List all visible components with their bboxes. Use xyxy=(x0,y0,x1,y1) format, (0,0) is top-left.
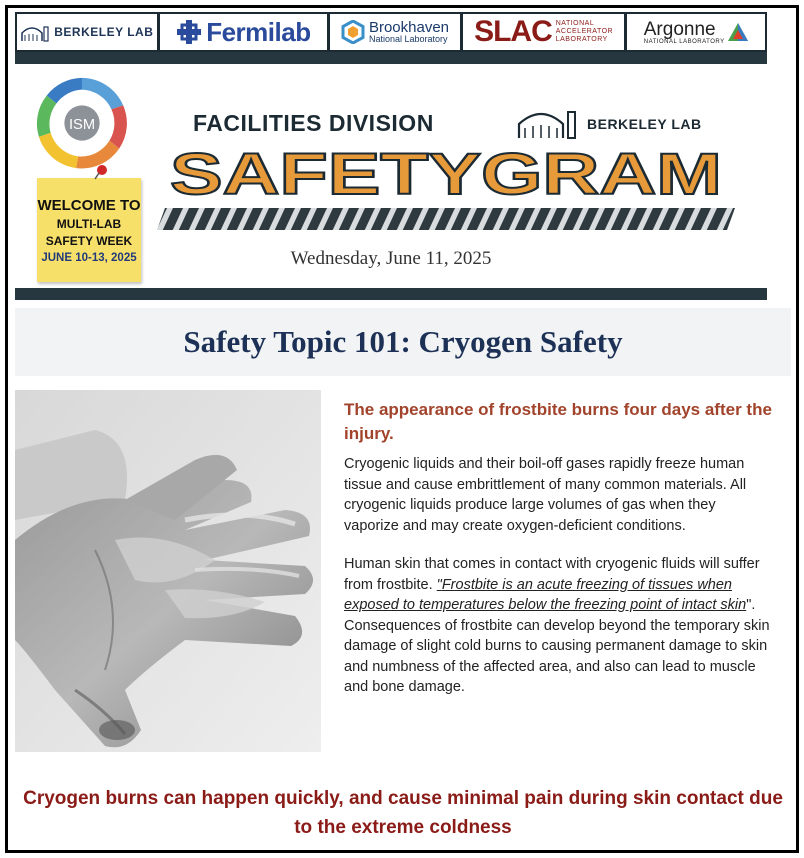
brookhaven-subtext: National Laboratory xyxy=(368,34,448,44)
banner-rule xyxy=(15,52,767,64)
sticky-line: WELCOME TO xyxy=(37,196,141,214)
sticky-date: JUNE 10-13, 2025 xyxy=(41,251,137,264)
ism-label: ISM xyxy=(68,116,96,133)
berkeley-lab-logo xyxy=(17,14,157,50)
fermilab-logo xyxy=(160,14,328,50)
brookhaven-hex-icon xyxy=(341,20,365,44)
topic-title: Safety Topic 101: Cryogen Safety xyxy=(183,324,623,359)
sticky-line: MULTI-LAB xyxy=(56,216,122,231)
berkeley-lab-text: BERKELEY LAB xyxy=(54,25,154,39)
paragraph: Cryogenic liquids and their boil-off gases rapidly freeze human tissue and cause embrittlement of many common materials. All cryogenic liquids produce large volumes of gas when they vaporize and may create oxygen-deficient conditions. xyxy=(344,456,747,534)
topic-header xyxy=(15,308,791,376)
sticky-line: SAFETY WEEK xyxy=(45,233,133,248)
division-title: FACILITIES DIVISION xyxy=(193,110,434,136)
ism-cycle-icon xyxy=(33,74,131,172)
frostbite-definition-link[interactable]: Frostbite is an acute freezing of tissues when exposed to temperatures below the freezing point of intact skin xyxy=(344,576,747,613)
building-icon xyxy=(20,21,50,43)
paragraph xyxy=(344,554,772,698)
safetygram-title xyxy=(165,148,727,200)
frostbite-hand-photo xyxy=(15,390,321,752)
partner-logo-bar xyxy=(15,12,767,52)
slac-subtext xyxy=(556,20,613,43)
paragraph-text: Consequences of frostbite can develop beyond the temporary skin damage of slight cold burns to causing permanent damage to skin and numbness of the affected area, and also can lead to muscle and bone damage. xyxy=(344,617,770,695)
brookhaven-text: Brookhaven xyxy=(368,19,450,36)
brookhaven-logo xyxy=(330,14,460,50)
article-content xyxy=(344,398,772,716)
argonne-subtext: NATIONAL LABORATORY xyxy=(643,38,725,45)
push-pin-icon xyxy=(93,164,109,180)
hazard-stripe xyxy=(157,208,735,230)
slac-subtext-line: LABORATORY xyxy=(555,35,608,43)
argonne-text: Argonne xyxy=(643,18,716,40)
quote-mark: ". xyxy=(746,597,756,613)
newsletter-frame xyxy=(5,5,799,853)
safetygram-banner xyxy=(15,52,767,300)
safetygram-text: SAFETYGRAM xyxy=(170,148,722,200)
slac-text: SLAC xyxy=(474,15,552,48)
argonne-triangle-icon xyxy=(727,22,749,42)
quote-mark: " xyxy=(436,576,442,593)
berkeley-building-icon xyxy=(515,102,579,142)
argonne-logo xyxy=(627,14,765,50)
berkeley-lab-label: BERKELEY LAB xyxy=(587,116,702,132)
banner-rule xyxy=(15,288,767,300)
fermilab-mark-icon xyxy=(176,19,202,45)
issue-date: Wednesday, June 11, 2025 xyxy=(290,248,492,269)
slac-subtext-line: NATIONAL xyxy=(555,20,595,28)
slac-logo xyxy=(463,14,625,50)
slac-subtext-line: ACCELERATOR xyxy=(555,28,614,36)
paragraph-text: Human skin that comes in contact with cryogenic fluids will suffer from frostbite. xyxy=(344,556,760,593)
fermilab-text: Fermilab xyxy=(206,16,311,47)
photo-caption: The appearance of frostbite burns four days after the injury. xyxy=(344,400,772,443)
key-message: Cryogen burns can happen quickly, and cause minimal pain during skin contact due to the extreme coldness xyxy=(23,788,783,838)
